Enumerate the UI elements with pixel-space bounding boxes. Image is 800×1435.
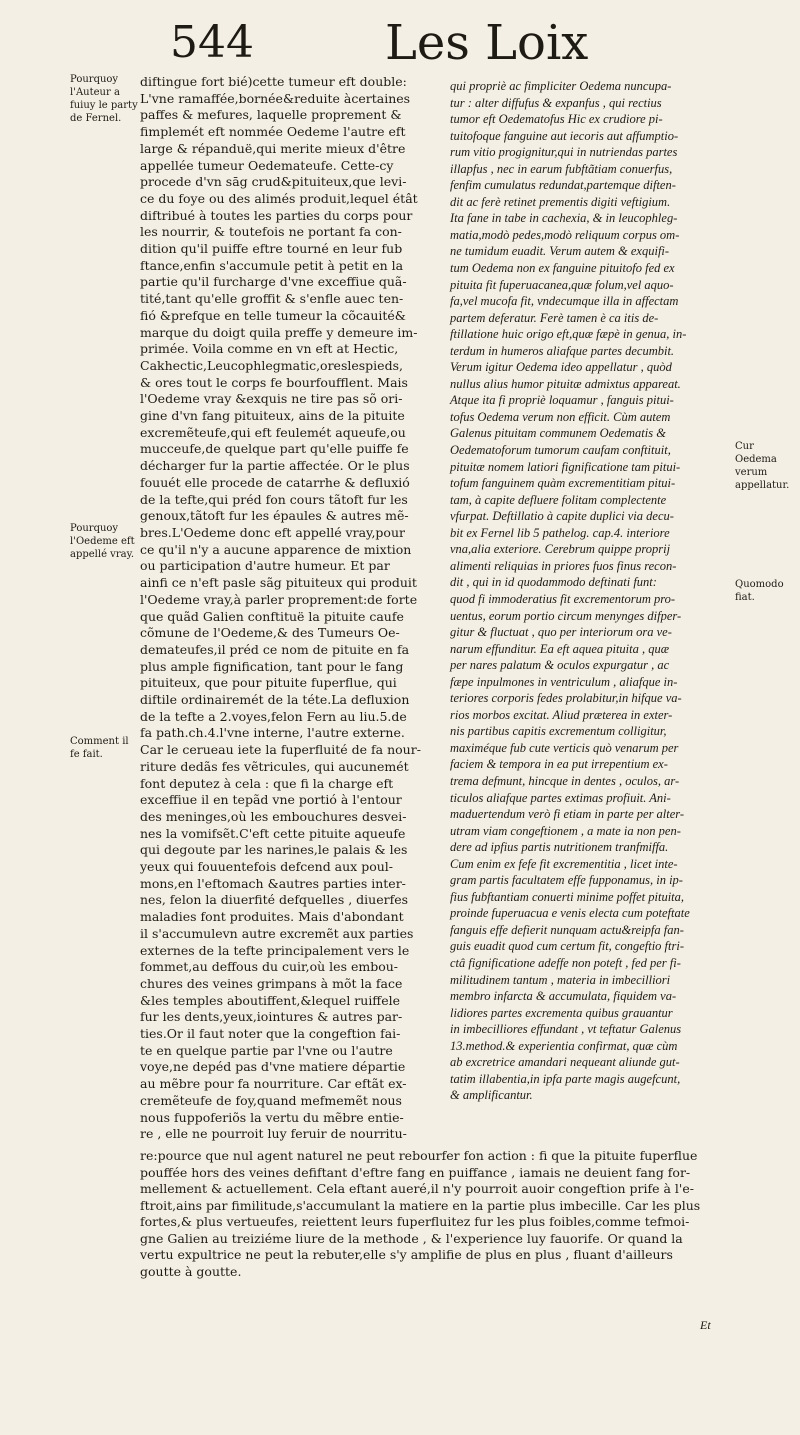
- catchword: Et: [700, 1318, 711, 1332]
- margin-note-left-1: Pourquoy l'Auteur a fuiuy le party de Fernel.: [70, 74, 138, 124]
- margin-note-left-2: Pourquoy l'Oedeme eft appellé vray.: [70, 523, 135, 560]
- running-title: Les Loix: [385, 15, 589, 71]
- body-left-column: diftingue fort bié)cette tumeur eft double: L'vne ramaffée,bornée&reduite àcertaines paffes & mefures, laquelle proprement & fimplemét eft nommée Oedeme l'autre eft large & répanduë,qui merite mieux d'être appellée tumeur Oedemateufe. Cette-cy procede d'vn sāg crud&pituiteux,que levi- ce du foye ou des alimés produit,lequel étât diftribué à toutes les parties du corps pour les nourrir, & toutefois ne portant fa con- dition qu'il puiffe eftre tourné en leur fub ftance,enfin s'accumule petit à petit en la partie qu'il furcharge d'vne exceffiue quã- tité,tant qu'elle groffit & s'enfle auec ten- fió &prefque en telle tumeur la cõcauité& marque du doigt quila preffe y demeure im- primée. Voila comme en vn eft at Hectic, Cakhectic,Leucophlegmatic,oreslespieds, & ores tout le corps fe bourfoufflent. Mais l'Oedeme vray &exquis ne tire pas sõ ori- gine d'vn fang pituiteux, ains de la pituite excremẽteufe,qui eft feulemét aqueufe,ou mucceufe,de quelque part qu'elle puiffe fe décharger fur la partie affectée. Or le plus fouuét elle procede de catarrhe & defluxió de la tefte,qui préd fon cours tãtoft fur les genoux,tãtoft fur les épaules & autres mẽ- bres.L'Oedeme donc eft appellé vray,pour ce qu'il n'y a aucune apparence de mixtion ou participation d'autre humeur. Et par ainfi ce n'eft pasle sãg pituiteux qui produit l'Oedeme vray,à parler proprement:de forte que quãd Galien conftituë la pituite caufe cõmune de l'Oedeme,& des Tumeurs Oe- demateufes,il préd ce nom de pituite en fa plus ample fignification, tant pour le fang pituiteux, que pour pituite fuperflue, qui diftile ordinairemét de la téte.La defluxion de la tefte a 2.voyes,felon Fern au liu.5.de fa path.ch.4.l'vne interne, l'autre externe. Car le cerueau iete la fuperfluité de fa nour- riture dedãs fes vẽtricules, qui aucunemét font deputez à cela : que fi la charge eft exceffiue il en tepãd vne portió à l'entour des meninges,où les embouchures desvei- nes la vomifsẽt.C'eft cette pituite aqueufe qui degoute par les narines,le palais & les yeux qui fouuentefois defcend aux poul- mons,en l'eftomach &autres parties inter- nes, felon la diuerfité defquelles , diuerfes maladies font produites. Mais d'abondant il s'accumulevn autre excremẽt aux parties externes de la tefte principalement vers le fommet,au deffous du cuir,où les embou- chures des veines grimpans à mõt la face &les temples aboutiffent,&lequel ruiffele fur les dents,yeux,iointures & autres par- ties.Or il faut noter que la congeftion fai- te en quelque partie par l'vne ou l'autre voye,ne depéd pas d'vne matiere départie au mẽbre pour fa nourriture. Car eftãt ex- cremẽteufe de foy,quand mefmemẽt nous nous fuppoferiõs la vertu du mẽbre entie- re , elle ne pourroit luy feruir de nourritu-: [140, 74, 421, 1142]
- body-full-width-paragraph: re:pource que nul agent naturel ne peut rebourfer fon action : fi que la pituite fuperflue pouffée hors des veines defiftant d'eftre fang en puiffance , iamais ne deuient fang for- mellement & actuellement. Cela eftant aueré,il n'y pourroit auoir congeftion prife à l'e- ftroit,ains par fimilitude,s'accumulant la matiere en la partie plus imbecille. Car les plus fortes,& plus vertueufes, reiettent leurs fuperfluitez fur les plus foibles,comme tefmoi- gne Galien au treiziéme liure de la methode , & l'experience luy fauorife. Or quand la vertu expultrice ne peut la rebuter,elle s'y amplifie de plus en plus , fluant d'ailleurs goutte à goutte.: [140, 1148, 701, 1279]
- margin-note-right-2: Quomodo fiat.: [735, 579, 784, 603]
- margin-note-left-3: Comment il fe fait.: [70, 736, 129, 760]
- page-header: [0, 15, 800, 71]
- margin-note-right-1: Cur Oedema verum appellatur.: [735, 441, 790, 491]
- page-number: 544: [170, 17, 254, 68]
- body-right-column: qui propriè ac fimpliciter Oedema nuncupa- tur : alter diffufus & expanfus , qui rectius tumor eft Oedematofus Hic ex crudiore pi- tuitofoque fanguine aut iecoris aut affumptio- rum vitio progignitur,qui in nutriendas partes illapfus , nec in earum fubftãtiam conuerfus, fenfim cumulatus redundat,partemque diften- dit ac ferè retinet prementis digiti veftigium. Ita fane in tabe in cachexia, & in leucophleg- matia,modò pedes,modò reliquum corpus om- ne tumidum euadit. Verum autem & exquifi- tum Oedema non ex fanguine pituitofo fed ex pituita fit fuperuacanea,quæ folum,vel aquo- fa,vel mucofa fit, vndecumque illa in affectam partem deferatur. Ferè tamen è ca itis de- ftillatione huic origo eft,quæ fæpè in genua, in- terdum in humeros aliafque partes decumbit. Verum igitur Oedema ideo appellatur , quòd nullus alius humor pituitæ admixtus appareat. Atque ita fi propriè loquamur , fanguis pitui- tofus Oedema verum non efficit. Cùm autem Galenus pituitam communem Oedematis & Oedematoforum tumorum caufam conftituit, pituitæ nomem latiori fignificatione tam pitui- tofum fanguinem quàm excrementitiam pitui- tam, à capite defluere folitam complectente vfurpat. Deftillatio à capite duplici via decu- bit ex Fernel lib 5 pathelog. cap.4. interiore vna,alia exteriore. Cerebrum quippe proprij alimenti reliquias in priores fuos finus recon- dit , qui in id quodammodo deftinati funt: quod fi immoderatius fit excrementorum pro- uentus, eorum portio circum menynges difper- gitur & fluctuat , quo per interiorum ora ve- narum effunditur. Ea eft aquea pituita , quæ per nares palatum & oculos expurgatur , ac fæpe inpulmones in ventriculum , aliafque in- teriores corporis fedes prolabitur,in hifque va- rios morbos excitat. Aliud præterea in exter- nis partibus capitis excrementum colligitur, maximéque fub cute verticis quò venarum per faciem & tempora in ea put irrepentium ex- trema defmunt, hincque in dentes , oculos, ar- ticulos aliafque partes extimas profiuit. Ani- maduertendum verò fi etiam in parte per alter- utram viam congeftionem , a mate ia non pen- dere ad ipfius partis nutritionem tranfmiffa. Cum enim ex fefe fit excrementitia , licet inte- gram partis facultatem effe fupponamus, in ip- fius fubftantiam conuerti minime poffet pituita, proinde fuperuacua e venis electa cum poteftate fanguis effe defierit nunquam actu&reipfa fan- guis euadit quod cum certum fit, congeftio ftri- ctâ fignificatione adeffe non poteft , fed per fi- militudinem tantum , materia in imbecilliori membro infarcta & accumulata, fiquidem va- lidiores partes excrementa quibus grauantur in imbecilliores effundant , vt teftatur Galenus 13.method.& experientia confirmat, quæ cùm ab excretrice amandari nequeant aliunde gut- tatim illabentia,in ipfa parte magis augefcunt, & amplificantur.: [450, 79, 690, 1103]
